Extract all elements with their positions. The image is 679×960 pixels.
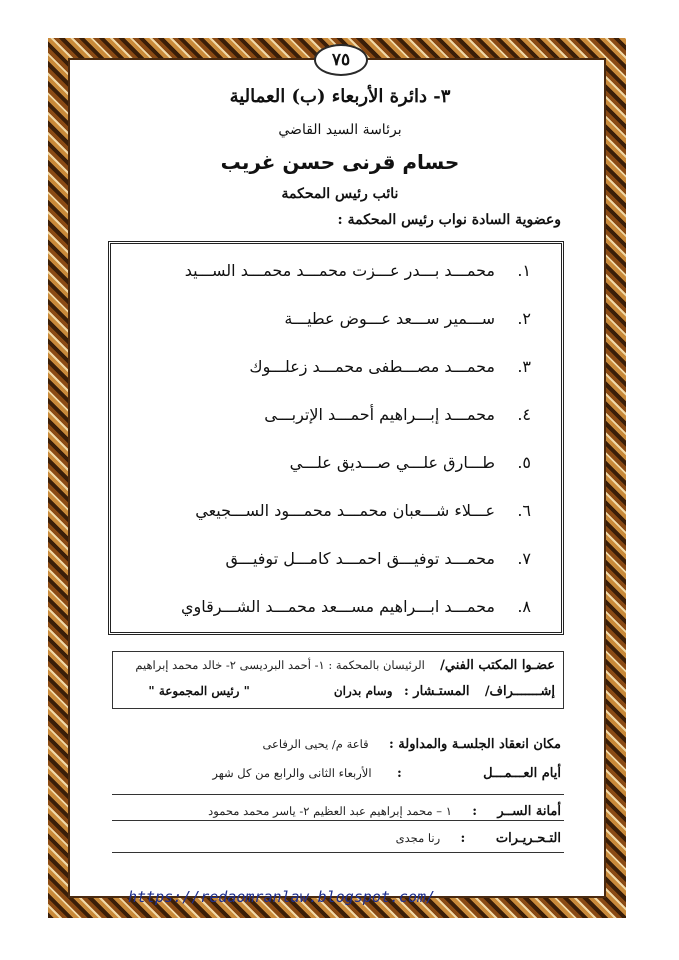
list-item: ٥.طـــارق علـــي صـــديق علـــي [289,453,531,472]
divider [112,794,564,795]
divider [112,852,564,853]
presided-by-label: برئاسة السيد القاضي [278,122,402,138]
divider [112,820,564,821]
judge-name: حسام قرنى حسن غريب [220,150,460,174]
venue-value: قاعة م/ يحيى الرفاعى [262,737,369,751]
members-list [108,241,564,635]
venue-row [262,733,561,752]
list-item: ٨.محمـــد ابـــراهيم مســـعد محمـــد الشـــرقاوي [181,597,531,616]
work-days-label: أيام العـــمـــل [483,766,561,781]
staff-info-box [112,651,564,709]
members-intro: وعضوية السادة نواب رئيس المحكمة : [337,212,561,228]
counselor-label: المستـشار : [403,684,470,699]
list-item: ٧.محمـــد توفيـــق احمـــد كامـــل توفيـــق [225,549,531,568]
supervision-label: إشـــــــراف/ [484,684,555,699]
judge-title: نائب رئيس المحكمة [281,186,399,202]
venue-label: مكان انعقاد الجلسـة والمداولة : [388,737,561,752]
secretariat-label: أمانة الســر [497,804,561,819]
editors-row: التـحـريـرات : رنا مجدى [395,831,561,846]
list-item: ٣.محمـــد مصـــطفى محمـــد زعلـــوك [249,357,531,376]
secretariat-row: أمانة الســر : ١ – محمد إبراهيم عبد العظيم ٢- ياسر محمد محمود [208,804,561,819]
technical-office-row [135,658,555,673]
blog-url: https://redaomranlaw.blogspot.com/ [128,888,436,906]
work-days-value: الأربعاء الثانى والرابع من كل شهر [212,766,372,780]
supervision-row [148,684,555,699]
page-number: ٧٥ [314,44,368,76]
secretariat-value: ١ – محمد إبراهيم عبد العظيم ٢- ياسر محمد محمود [208,804,452,818]
list-item: ٦.عـــلاء شـــعبان محمـــد محمـــود الســـجيعي [195,501,531,520]
list-item: ٢.ســـمير ســـعد عـــوض عطيـــة [284,309,531,328]
editors-value: رنا مجدى [395,831,441,845]
technical-office-label: عضـوا المكتب الفني/ [440,658,555,673]
editors-label: التـحـريـرات [495,831,561,846]
group-head: " رئيس المجموعة " [148,684,250,698]
counselor-name: وسام بدران [333,684,393,698]
circuit-title: ٣- دائرة الأربعاء (ب) العمالية [229,86,451,107]
list-item: ١.محمـــد بـــدر عـــزت محمـــد محمـــد الســـيد [184,261,531,280]
list-item: ٤.محمـــد إبـــراهيم أحمـــد الإتربـــى [264,405,531,424]
work-days-row: أيام العـــمـــل : الأربعاء الثانى والرابع من كل شهر [212,766,561,781]
technical-office-value: الرئيسان بالمحكمة : ١- أحمد البرديسى ٢- خالد محمد إبراهيم [135,658,425,672]
